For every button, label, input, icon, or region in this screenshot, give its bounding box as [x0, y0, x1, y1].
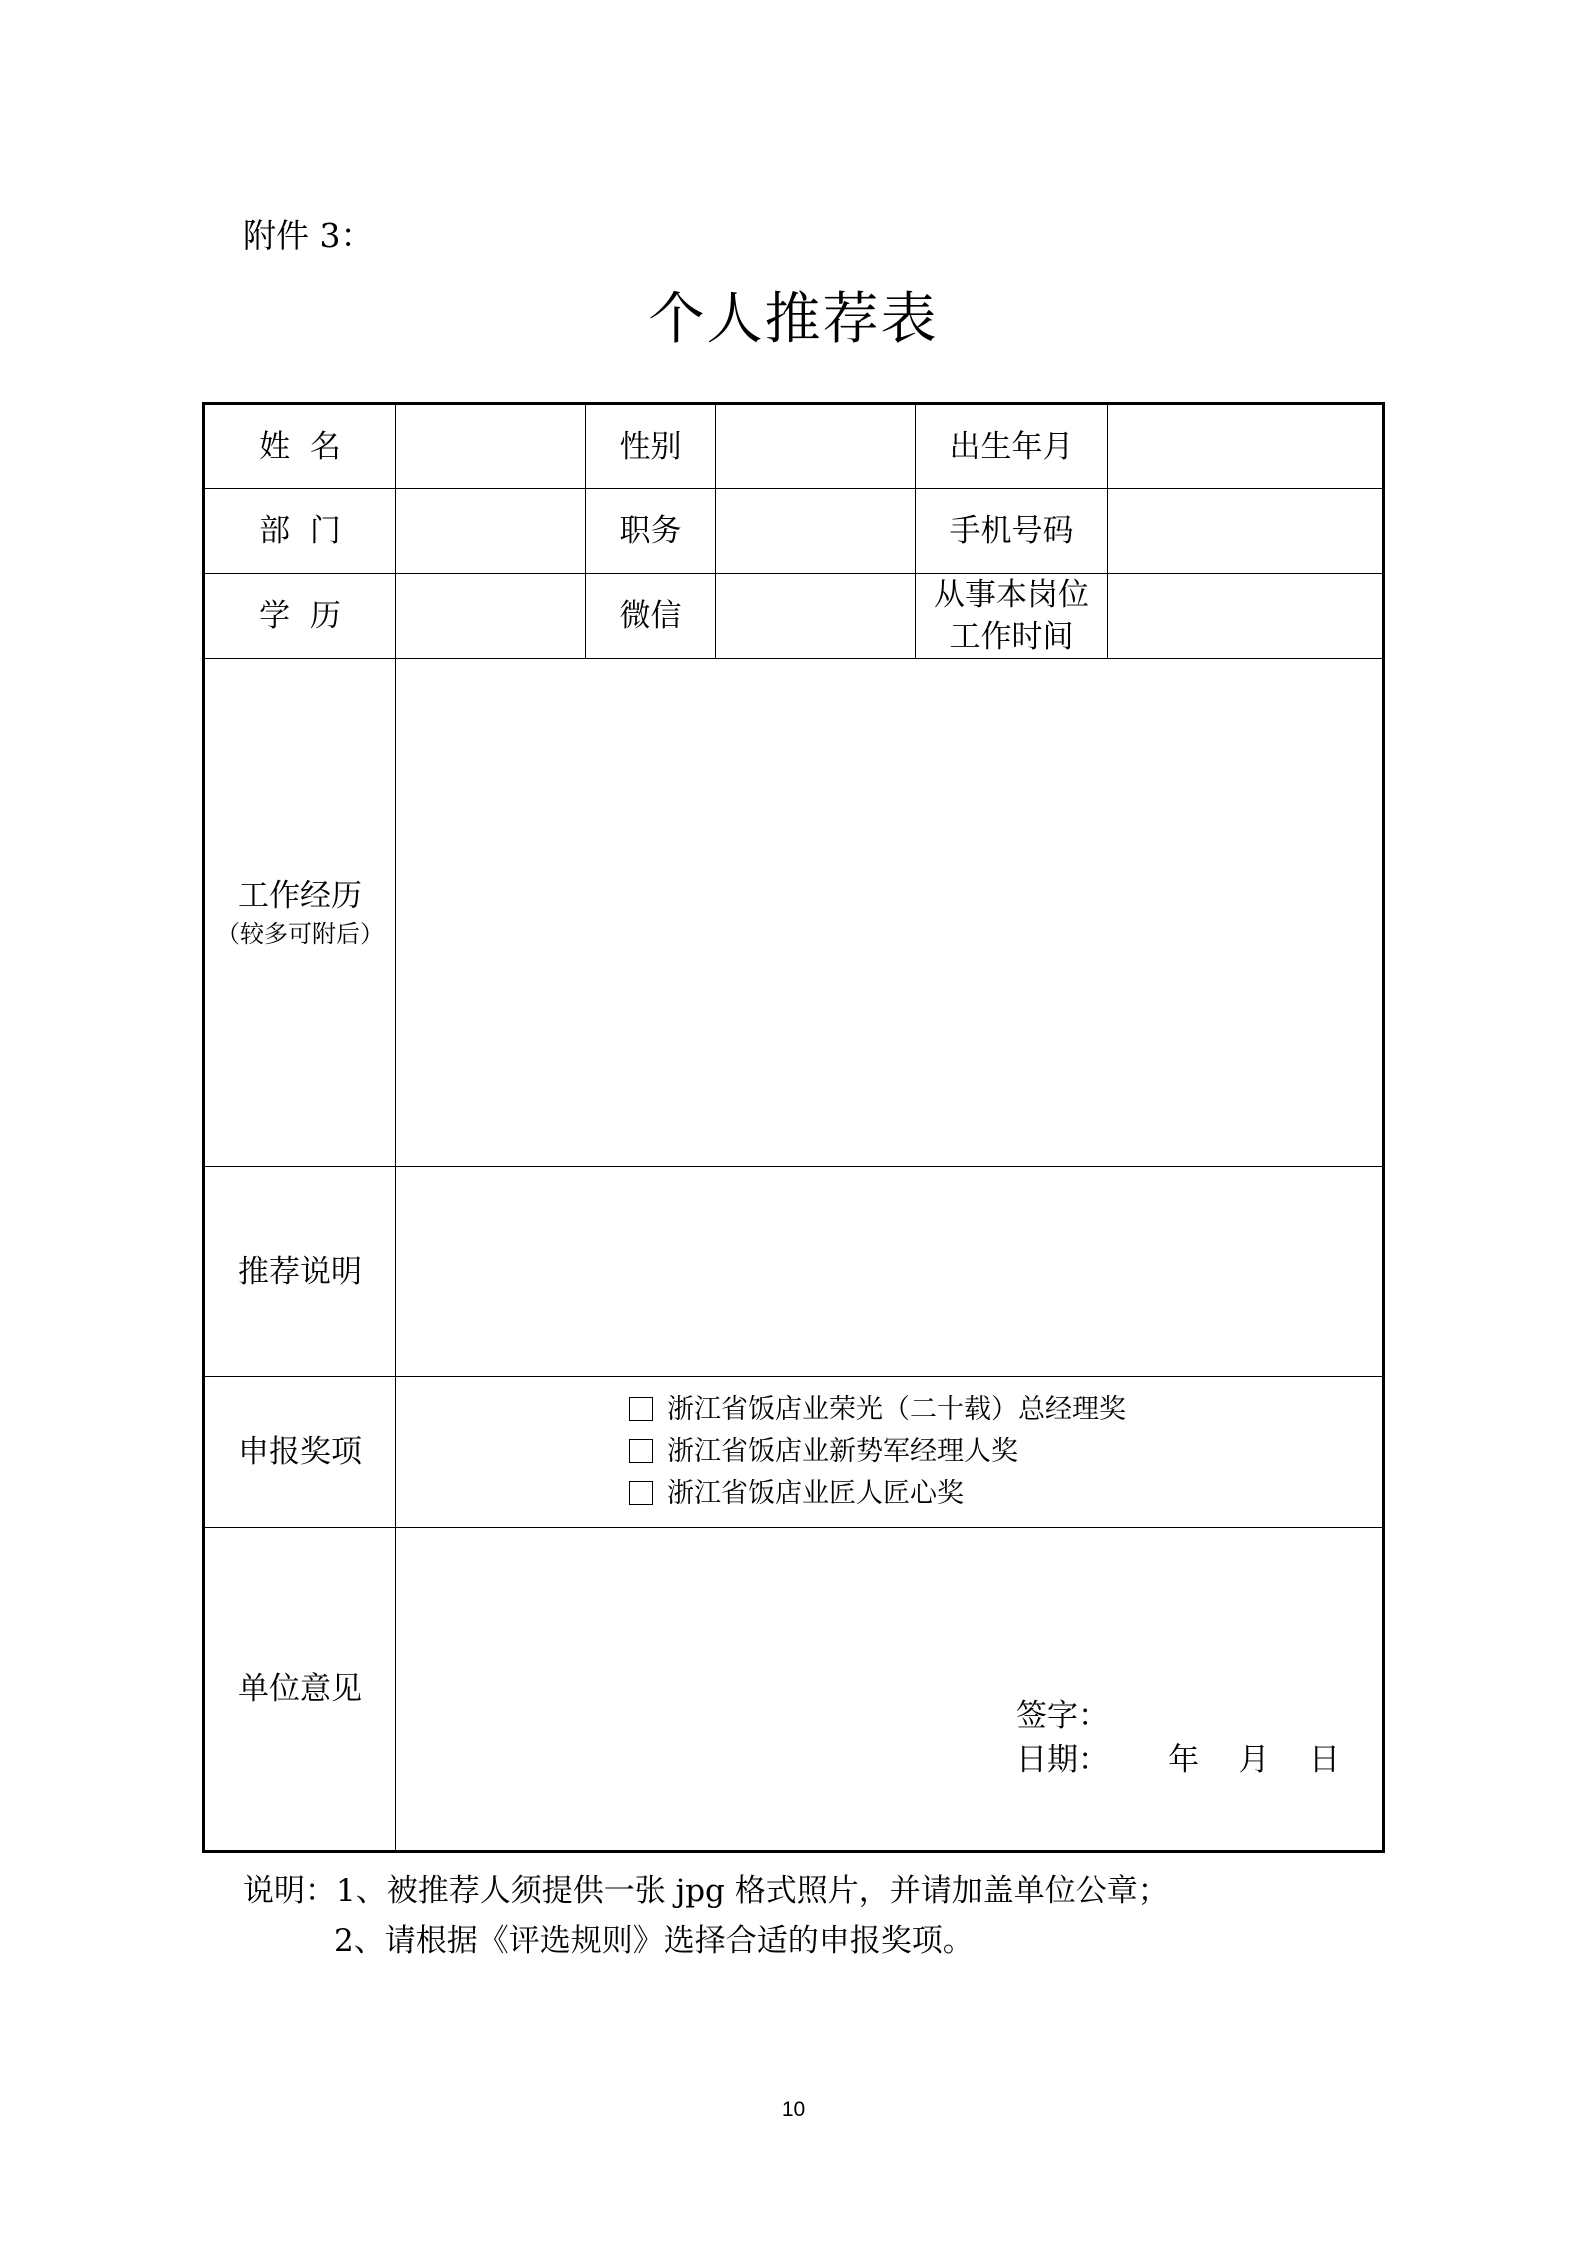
dept-label: 部 门 — [204, 489, 396, 574]
wechat-field[interactable] — [716, 574, 916, 659]
gender-label: 性别 — [586, 404, 716, 489]
sign-label: 签字： — [1016, 1698, 1109, 1734]
name-field[interactable] — [396, 404, 586, 489]
award-option[interactable] — [629, 1389, 1149, 1431]
education-label: 学 历 — [204, 574, 396, 659]
phone-label: 手机号码 — [916, 489, 1108, 574]
tenure-field[interactable] — [1108, 574, 1384, 659]
footnote-line-2: 2、请根据《评选规则》选择合适的申报奖项。 — [334, 1923, 974, 1959]
tenure-label-line1: 从事本岗位 — [934, 577, 1089, 613]
date-label: 日期： 年 月 日 — [1016, 1742, 1340, 1778]
footnote-line-1: 说明：1、被推荐人须提供一张 jpg 格式照片，并请加盖单位公章； — [243, 1873, 1169, 1909]
award-option-label: 浙江省饭店业匠人匠心奖 — [667, 1478, 964, 1509]
footnote — [243, 1866, 1169, 1966]
name-label: 姓 名 — [204, 404, 396, 489]
form-title: 个人推荐表 — [648, 287, 939, 352]
checkbox-icon[interactable] — [629, 1439, 653, 1463]
award-option-label: 浙江省饭店业荣光（二十载）总经理奖 — [667, 1394, 1126, 1425]
attachment-label: 附件 3： — [243, 216, 374, 255]
position-label: 职务 — [586, 489, 716, 574]
checkbox-icon[interactable] — [629, 1481, 653, 1505]
education-field[interactable] — [396, 574, 586, 659]
award-options — [629, 1389, 1149, 1515]
recommendation-field[interactable] — [396, 1167, 1384, 1377]
experience-field[interactable] — [396, 659, 1384, 1167]
awards-cell — [396, 1377, 1384, 1528]
experience-label: 工作经历 — [238, 877, 362, 914]
dept-field[interactable] — [396, 489, 586, 574]
page-number: 10 — [781, 2098, 806, 2121]
birth-field[interactable] — [1108, 404, 1384, 489]
opinion-label: 单位意见 — [204, 1528, 396, 1852]
recommendation-form — [202, 402, 1385, 1853]
signature-block — [1016, 1694, 1340, 1782]
checkbox-icon[interactable] — [629, 1397, 653, 1421]
experience-label-cell — [204, 659, 396, 1167]
birth-label: 出生年月 — [916, 404, 1108, 489]
opinion-field[interactable] — [396, 1528, 1384, 1852]
recommendation-label: 推荐说明 — [204, 1167, 396, 1377]
gender-field[interactable] — [716, 404, 916, 489]
tenure-label — [916, 574, 1108, 659]
award-option-label: 浙江省饭店业新势军经理人奖 — [667, 1436, 1018, 1467]
award-option[interactable] — [629, 1431, 1149, 1473]
wechat-label: 微信 — [586, 574, 716, 659]
awards-label: 申报奖项 — [204, 1377, 396, 1528]
award-option[interactable] — [629, 1473, 1149, 1515]
phone-field[interactable] — [1108, 489, 1384, 574]
tenure-label-line2: 工作时间 — [949, 619, 1074, 655]
position-field[interactable] — [716, 489, 916, 574]
experience-note: （较多可附后） — [216, 919, 384, 948]
